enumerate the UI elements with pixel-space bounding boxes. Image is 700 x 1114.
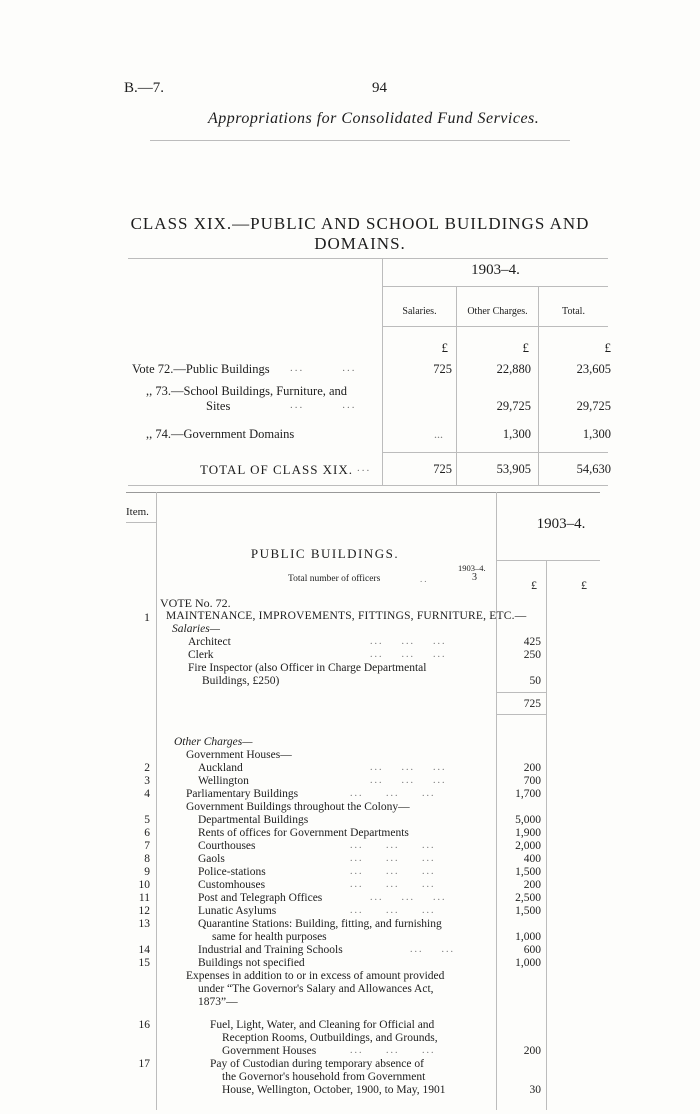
class-title-line2: DOMAINS. <box>314 234 406 253</box>
salaries-subtotal: 725 <box>523 698 541 710</box>
line-amount: 250 <box>523 649 541 661</box>
item-number: 2 <box>144 762 150 774</box>
line-label: Courthouses <box>198 840 256 852</box>
line-amount: 600 <box>523 944 541 956</box>
group-heading: Government Houses— <box>186 749 292 761</box>
total-label: TOTAL OF CLASS XIX. <box>200 462 354 477</box>
line-amount: 200 <box>523 879 541 891</box>
vote-salaries: ... <box>434 427 443 441</box>
salaries-subheading: Salaries— <box>172 623 220 635</box>
line-label: Industrial and Training Schools <box>198 944 343 956</box>
currency-symbol: £ <box>441 340 448 355</box>
total-total: 54,630 <box>576 462 611 476</box>
page-number: 94 <box>372 80 387 96</box>
currency-symbol: £ <box>604 340 611 355</box>
col-total-header: Total. <box>562 306 585 317</box>
item-number: 12 <box>138 905 150 917</box>
line-amount: 30 <box>529 1084 541 1096</box>
item-number: 14 <box>138 944 150 956</box>
class-title-line1: CLASS XIX.—PUBLIC AND SCHOOL BUILDINGS AND <box>130 214 590 233</box>
vote-other: 1,300 <box>502 427 531 441</box>
vote-label: ,, 73.—School Buildings, Furniture, and <box>146 384 348 398</box>
line-amount: 1,000 <box>515 931 541 943</box>
line-label-cont: same for health purposes <box>212 931 327 943</box>
line-label: Departmental Buildings <box>198 814 309 826</box>
line-label: Gaols <box>198 853 225 865</box>
vote-label: Vote 72.—Public Buildings <box>132 362 270 376</box>
line-amount: 2,000 <box>515 840 541 852</box>
vote-salaries: 725 <box>433 362 452 376</box>
line-label: Lunatic Asylums <box>198 905 277 917</box>
item-number: 7 <box>144 840 150 852</box>
item-number: 3 <box>144 775 150 787</box>
vote-total: 29,725 <box>576 399 611 413</box>
line-label-cont: Buildings, £250) <box>202 675 280 687</box>
line-amount: 200 <box>523 1045 541 1057</box>
line-amount: 1,000 <box>515 957 541 969</box>
line-label-cont: House, Wellington, October, 1900, to May, 1901 <box>222 1084 446 1096</box>
currency-symbol: £ <box>522 340 529 355</box>
document-reference: B.—7. <box>124 80 165 96</box>
item-number: 16 <box>138 1019 150 1031</box>
line-amount: 700 <box>523 775 541 787</box>
expenses-heading: Expenses in addition to or in excess of amount provided <box>186 970 445 982</box>
line-label: Wellington <box>198 775 249 787</box>
line-label: Quarantine Stations: Building, fitting, and furnishing <box>198 918 442 930</box>
item-number: 1 <box>144 610 150 624</box>
line-amount: 2,500 <box>515 892 541 904</box>
vote-other: 22,880 <box>496 362 531 376</box>
col-salaries-header: Salaries. <box>402 306 437 317</box>
vote-total: 23,605 <box>576 362 611 376</box>
header-rule <box>150 140 570 141</box>
item-number: 10 <box>138 879 150 891</box>
line-label-cont: the Governor's household from Government <box>222 1071 426 1083</box>
item-number: 9 <box>144 866 150 878</box>
item-column-header: Item. <box>126 506 149 518</box>
line-label: Post and Telegraph Offices <box>198 892 323 904</box>
vote-total: 1,300 <box>582 427 611 441</box>
item-number: 15 <box>138 957 150 969</box>
line-label: Rents of offices for Government Departments <box>198 827 409 839</box>
line-label: Clerk <box>188 649 214 661</box>
vote-label-cont: Sites <box>206 399 231 413</box>
line-amount: 1,700 <box>515 788 541 800</box>
vote-other: 29,725 <box>496 399 531 413</box>
line-label: Auckland <box>198 762 243 774</box>
item-number: 5 <box>144 814 150 826</box>
line-label: Police-stations <box>198 866 266 878</box>
item-number: 17 <box>138 1058 150 1070</box>
currency-symbol: £ <box>531 578 537 592</box>
total-salaries: 725 <box>433 462 452 476</box>
currency-symbol: £ <box>581 578 587 592</box>
other-charges-subheading: Other Charges— <box>174 736 253 748</box>
line-amount: 200 <box>523 762 541 774</box>
line-label: Parliamentary Buildings <box>186 788 299 800</box>
vote-label: ,, 74.—Government Domains <box>146 427 295 441</box>
item-number: 6 <box>144 827 150 839</box>
line-label-cont: Reception Rooms, Outbuildings, and Grounds, <box>222 1032 438 1044</box>
col-other-header: Other Charges. <box>467 306 528 317</box>
item-number: 11 <box>138 892 150 904</box>
line-amount: 1,500 <box>515 905 541 917</box>
expenses-heading-cont: under “The Governor's Salary and Allowances Act, <box>198 983 434 995</box>
officers-count: 3 <box>472 572 477 583</box>
officers-year: 1903–4. <box>458 563 486 573</box>
line-amount: 400 <box>523 853 541 865</box>
line-label: Architect <box>188 636 231 648</box>
item-number: 8 <box>144 853 150 865</box>
line-amount: 1,500 <box>515 866 541 878</box>
line-label-cont: Government Houses <box>222 1045 317 1057</box>
line-label: Fuel, Light, Water, and Cleaning for Official and <box>210 1019 435 1031</box>
vote-heading: VOTE No. 72. <box>160 596 231 610</box>
line-amount: 50 <box>529 675 541 687</box>
item-title: MAINTENANCE, IMPROVEMENTS, FITTINGS, FURNITURE, ETC.— <box>166 610 527 622</box>
item-number: 4 <box>144 788 150 800</box>
line-amount: 1,900 <box>515 827 541 839</box>
officers-label: Total number of officers <box>288 574 381 584</box>
group-heading: Government Buildings throughout the Colony— <box>186 801 410 813</box>
total-other: 53,905 <box>496 462 531 476</box>
line-amount: 425 <box>523 636 541 648</box>
line-amount: 5,000 <box>515 814 541 826</box>
line-label: Customhouses <box>198 879 266 891</box>
line-label: Pay of Custodian during temporary absence of <box>210 1058 424 1070</box>
item-number: 13 <box>138 918 150 930</box>
expenses-heading-cont: 1873”— <box>198 996 238 1008</box>
line-label: Fire Inspector (also Officer in Charge Departmental <box>188 662 427 674</box>
detail-year: 1903–4. <box>536 516 586 532</box>
line-label: Buildings not specified <box>198 957 305 969</box>
section-title: PUBLIC BUILDINGS. <box>250 546 400 561</box>
summary-year: 1903–4. <box>471 262 520 278</box>
running-title: Appropriations for Consolidated Fund Services. <box>208 110 540 127</box>
